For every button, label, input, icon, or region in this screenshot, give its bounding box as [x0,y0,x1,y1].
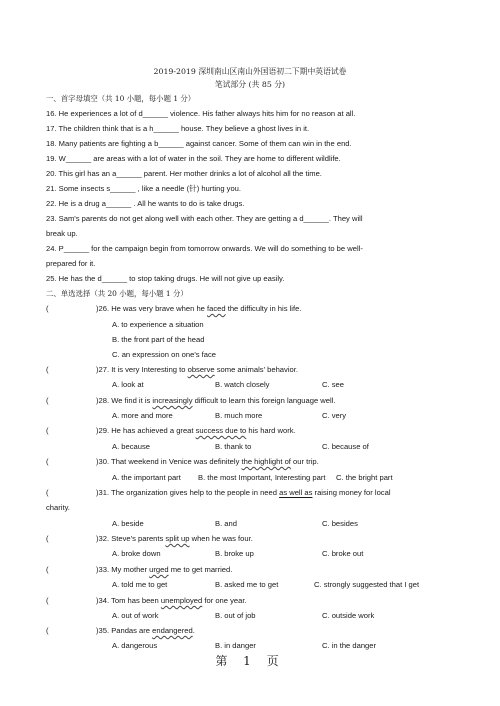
keyword-mark: endangered [152,626,193,635]
exam-title: 2019-2019 深圳南山区南山外国语初二下期中英语试卷 [153,67,347,76]
q29-option-b: B. thank to [215,442,252,451]
question-26-stem: )26. He was very brave when he faced the difficulty in his life. [96,304,302,313]
question-20: 20. This girl has an a______ parent. Her mother drinks a lot of alcohol all the time. [46,169,322,178]
q28-option-c: C. very [322,411,347,420]
question-25: 25. He has the d______ to stop taking drugs. He will not give up easily. [46,274,285,283]
q34-option-b: B. out of job [215,611,256,620]
question-21: 21. Some insects s______ , like a needle (针) hurting you. [46,184,242,193]
q30-option-a: A. the important part [112,473,181,482]
answer-bracket: ( [46,396,49,405]
question-19: 19. W______ are areas with a lot of water in the soil. They are home to different wildlife. [46,154,341,163]
q35-option-b: B. in danger [215,641,256,650]
keyword-mark: urged [149,565,169,574]
answer-bracket: ( [46,365,49,374]
keyword-mark: split up [165,534,190,543]
section2-heading: 二、单选选择（共 20 小题，每小题 1 分） [46,289,188,298]
answer-bracket: ( [46,426,49,435]
question-18: 18. Many patients are fighting a b______ against cancer. Some of them can win in the end. [46,139,352,148]
q33-option-b: B. asked me to get [215,580,279,589]
question-31-cont: charity. [46,503,70,512]
q32-option-a: A. broke down [112,549,161,558]
question-34-stem: )34. Tom has been unemployed for one year. [96,596,247,605]
question-33-stem: )33. My mother urged me to get married. [96,565,233,574]
q27-option-a: A. look at [112,380,144,389]
question-17: 17. The children think that is a h______ house. They believe a ghost lives in it. [46,124,310,133]
keyword-mark: success due to [195,426,247,435]
question-31-stem: )31. The organization gives help to the people in need as well as raising money for local [96,488,391,497]
q31-option-a: A. beside [112,519,144,528]
keyword-mark: unemployed [160,596,203,605]
q27-option-c: C. see [322,380,344,389]
question-24: 24. P______ for the campaign begin from tomorrow onwards. We will do something to be well- [46,244,363,253]
q29-option-c: C. because of [322,442,369,451]
answer-bracket: ( [46,534,49,543]
answer-bracket: ( [46,304,49,313]
exam-subtitle: 笔试部分 (共 85 分) [214,80,286,89]
q32-option-b: B. broke up [215,549,254,558]
question-27-stem: )27. It is very Interesting to observe some animals' behavior. [96,365,298,374]
q28-option-a: A. more and more [112,411,173,420]
question-32-stem: )32. Steve's parents split up when he was four. [96,534,253,543]
q30-option-b: B. the most Important, Interesting part [198,473,326,482]
keyword-mark: faced [207,304,226,313]
q30-option-c: C. the bright part [336,473,393,482]
answer-bracket: ( [46,626,49,635]
keyword-mark: increasingly [152,396,193,405]
answer-bracket: ( [46,565,49,574]
question-30-stem: )30. That weekend in Venice was definitely the highlight of our trip. [96,457,319,466]
section1-heading: 一、首字母填空（共 10 小题，每小题 1 分） [46,94,196,103]
q26-option-a: A. to experience a situation [112,320,204,329]
q33-option-c: C. strongly suggested that I get [314,580,420,589]
question-23-cont: break up. [46,229,78,238]
q31-option-c: C. besides [322,519,358,528]
q26-option-b: B. the front part of the head [112,335,205,344]
question-23: 23. Sam's parents do not get along well with each other. They are getting a d______. They will [46,214,363,223]
q28-option-b: B. much more [215,411,263,420]
question-24-cont: prepared for it. [46,259,96,268]
question-22: 22. He is a drug a______ . All he wants to do is take drugs. [46,199,245,208]
answer-bracket: ( [46,457,49,466]
page-number: 第 1 页 [215,654,285,668]
keyword-mark: the highlight of [241,457,291,466]
keyword-mark: as well as [279,488,313,497]
keyword-mark: observe [187,365,215,374]
answer-bracket: ( [46,488,49,497]
question-29-stem: )29. He has achieved a great success due to his hard work. [96,426,296,435]
q32-option-c: C. broke out [322,549,364,558]
q33-option-a: A. told me to get [112,580,168,589]
q34-option-c: C. outside work [322,611,375,620]
q27-option-b: B. watch closely [215,380,270,389]
q35-option-a: A. dangerous [112,641,158,650]
q31-option-b: B. and [215,519,237,528]
q34-option-a: A. out of work [112,611,159,620]
question-16: 16. He experiences a lot of d______ violence. His father always hits him for no reason at all. [46,109,356,118]
q29-option-a: A. because [112,442,150,451]
answer-bracket: ( [46,596,49,605]
q26-option-c: C. an expression on one's face [112,350,217,359]
question-35-stem: )35. Pandas are endangered. [96,626,195,635]
q35-option-c: C. in the danger [322,641,377,650]
question-28-stem: )28. We find it is increasingly difficult to learn this foreign language well. [96,396,336,405]
